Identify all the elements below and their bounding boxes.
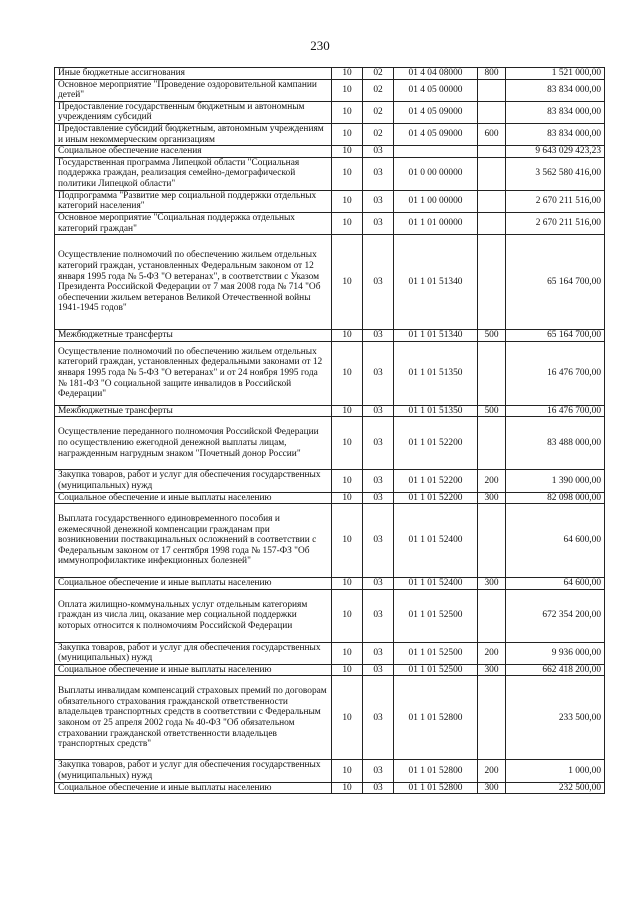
row-type-cell [478, 101, 506, 123]
row-subsection-cell: 03 [363, 470, 394, 492]
row-type-cell [478, 589, 506, 642]
row-name-cell: Межбюджетные трансферты [55, 405, 332, 417]
table-row [55, 642, 605, 664]
table-row [55, 101, 605, 123]
table-row [55, 341, 605, 405]
row-section-cell: 10 [332, 146, 363, 158]
table-row [55, 417, 605, 470]
row-code-cell: 01 1 01 00000 [394, 212, 478, 234]
row-code-cell: 01 1 01 52200 [394, 470, 478, 492]
row-code-cell: 01 1 01 51350 [394, 405, 478, 417]
row-amount-cell: 64 600,00 [506, 504, 605, 578]
row-type-cell: 200 [478, 642, 506, 664]
row-subsection-cell: 03 [363, 417, 394, 470]
table-row [55, 664, 605, 676]
row-section-cell: 10 [332, 405, 363, 417]
table-row [55, 157, 605, 190]
table-row [55, 578, 605, 590]
row-amount-cell: 16 476 700,00 [506, 341, 605, 405]
row-amount-cell: 65 164 700,00 [506, 235, 605, 330]
row-code-cell: 01 1 01 51350 [394, 341, 478, 405]
row-subsection-cell: 03 [363, 330, 394, 342]
row-amount-cell: 233 500,00 [506, 676, 605, 760]
table-row [55, 492, 605, 504]
row-name-cell: Государственная программа Липецкой области "Социальная поддержка граждан, реализация семейно-демографической политики Липецкой области" [55, 157, 332, 190]
row-subsection-cell: 03 [363, 760, 394, 782]
row-type-cell [478, 235, 506, 330]
row-subsection-cell: 03 [363, 642, 394, 664]
row-code-cell: 01 1 01 52200 [394, 492, 478, 504]
row-code-cell: 01 1 01 52800 [394, 782, 478, 794]
table-row [55, 123, 605, 145]
row-section-cell: 10 [332, 578, 363, 590]
row-name-cell: Закупка товаров, работ и услуг для обеспечения государственных (муниципальных) нужд [55, 760, 332, 782]
table-row [55, 330, 605, 342]
row-amount-cell: 83 834 000,00 [506, 79, 605, 101]
row-section-cell: 10 [332, 492, 363, 504]
row-section-cell: 10 [332, 190, 363, 212]
row-section-cell: 10 [332, 212, 363, 234]
row-subsection-cell: 03 [363, 146, 394, 158]
row-subsection-cell: 02 [363, 101, 394, 123]
row-subsection-cell: 03 [363, 664, 394, 676]
row-code-cell: 01 1 01 52500 [394, 664, 478, 676]
row-type-cell [478, 157, 506, 190]
table-row [55, 504, 605, 578]
row-section-cell: 10 [332, 101, 363, 123]
row-name-cell: Социальное обеспечение и иные выплаты населению [55, 492, 332, 504]
row-type-cell [478, 146, 506, 158]
row-type-cell: 300 [478, 664, 506, 676]
row-subsection-cell: 03 [363, 578, 394, 590]
table-row [55, 405, 605, 417]
row-section-cell: 10 [332, 782, 363, 794]
row-name-cell: Иные бюджетные ассигнования [55, 68, 332, 80]
row-code-cell: 01 4 05 09000 [394, 123, 478, 145]
row-section-cell: 10 [332, 417, 363, 470]
row-subsection-cell: 03 [363, 212, 394, 234]
row-subsection-cell: 03 [363, 341, 394, 405]
row-name-cell: Предоставление государственным бюджетным и автономным учреждениям субсидий [55, 101, 332, 123]
table-row [55, 212, 605, 234]
row-name-cell: Межбюджетные трансферты [55, 330, 332, 342]
row-code-cell: 01 1 01 51340 [394, 235, 478, 330]
row-section-cell: 10 [332, 68, 363, 80]
row-type-cell: 300 [478, 578, 506, 590]
row-name-cell: Выплаты инвалидам компенсаций страховых премий по договорам обязательного страхования гражданской ответственности владельцев транспортных средств в соответствии с Федеральным законом от 25 апреля 2002 года № 40-ФЗ "Об обязательном страховании гражданской ответственности владельцев транспортных средств" [55, 676, 332, 760]
row-section-cell: 10 [332, 504, 363, 578]
row-name-cell: Закупка товаров, работ и услуг для обеспечения государственных (муниципальных) нужд [55, 470, 332, 492]
row-name-cell: Социальное обеспечение населения [55, 146, 332, 158]
row-section-cell: 10 [332, 330, 363, 342]
row-name-cell: Оплата жилищно-коммунальных услуг отдельным категориям граждан из числа лиц, оказание мер социальной поддержки которых относится к полномочиям Российской Федерации [55, 589, 332, 642]
row-type-cell [478, 417, 506, 470]
row-type-cell: 800 [478, 68, 506, 80]
budget-table-body [55, 68, 605, 794]
row-type-cell [478, 212, 506, 234]
row-code-cell [394, 146, 478, 158]
row-type-cell: 600 [478, 123, 506, 145]
row-name-cell: Закупка товаров, работ и услуг для обеспечения государственных (муниципальных) нужд [55, 642, 332, 664]
table-row [55, 68, 605, 80]
row-subsection-cell: 03 [363, 405, 394, 417]
row-name-cell: Основное мероприятие "Проведение оздоровительной кампании детей" [55, 79, 332, 101]
row-code-cell: 01 1 01 52800 [394, 760, 478, 782]
row-subsection-cell: 02 [363, 123, 394, 145]
row-code-cell: 01 1 01 52400 [394, 504, 478, 578]
table-row [55, 79, 605, 101]
row-code-cell: 01 0 00 00000 [394, 157, 478, 190]
row-name-cell: Осуществление полномочий по обеспечению жильем отдельных категорий граждан, установленных Федеральным законом от 12 января 1995 года № 5-ФЗ "О ветеранах", в соответствии с Указом Президента Российской Федерации от 7 мая 2008 года № 714 "Об обеспечении жильем ветеранов Великой Отечественной войны 1941-1945 годов" [55, 235, 332, 330]
row-type-cell [478, 190, 506, 212]
row-section-cell: 10 [332, 676, 363, 760]
row-section-cell: 10 [332, 79, 363, 101]
table-row [55, 190, 605, 212]
row-code-cell: 01 1 00 00000 [394, 190, 478, 212]
row-code-cell: 01 4 04 08000 [394, 68, 478, 80]
row-amount-cell: 662 418 200,00 [506, 664, 605, 676]
row-name-cell: Основное мероприятие "Социальная поддержка отдельных категорий граждан" [55, 212, 332, 234]
row-subsection-cell: 03 [363, 492, 394, 504]
row-section-cell: 10 [332, 664, 363, 676]
row-code-cell: 01 1 01 52800 [394, 676, 478, 760]
table-row [55, 470, 605, 492]
row-amount-cell: 83 488 000,00 [506, 417, 605, 470]
row-type-cell: 500 [478, 330, 506, 342]
row-section-cell: 10 [332, 642, 363, 664]
row-subsection-cell: 02 [363, 68, 394, 80]
row-amount-cell: 3 562 580 416,00 [506, 157, 605, 190]
row-type-cell [478, 79, 506, 101]
row-name-cell: Социальное обеспечение и иные выплаты населению [55, 578, 332, 590]
row-section-cell: 10 [332, 123, 363, 145]
row-subsection-cell: 02 [363, 79, 394, 101]
row-type-cell [478, 504, 506, 578]
row-name-cell: Предоставление субсидий бюджетным, автономным учреждениям и иным некоммерческим организациям [55, 123, 332, 145]
row-code-cell: 01 1 01 52200 [394, 417, 478, 470]
row-code-cell: 01 1 01 51340 [394, 330, 478, 342]
row-code-cell: 01 4 05 00000 [394, 79, 478, 101]
page-number: 230 [310, 38, 330, 53]
row-type-cell [478, 676, 506, 760]
row-name-cell: Социальное обеспечение и иные выплаты населению [55, 782, 332, 794]
row-type-cell: 300 [478, 782, 506, 794]
row-type-cell: 200 [478, 470, 506, 492]
row-section-cell: 10 [332, 470, 363, 492]
row-section-cell: 10 [332, 589, 363, 642]
row-subsection-cell: 03 [363, 157, 394, 190]
table-row [55, 146, 605, 158]
row-subsection-cell: 03 [363, 676, 394, 760]
budget-table [54, 67, 605, 794]
row-code-cell: 01 4 05 09000 [394, 101, 478, 123]
row-amount-cell: 9 643 029 423,23 [506, 146, 605, 158]
row-name-cell: Осуществление переданного полномочия Российской Федерации по осуществлению ежегодной денежной выплаты лицам, награжденным нагрудным знаком "Почетный донор России" [55, 417, 332, 470]
row-amount-cell: 64 600,00 [506, 578, 605, 590]
row-name-cell: Социальное обеспечение и иные выплаты населению [55, 664, 332, 676]
table-row [55, 676, 605, 760]
row-type-cell: 300 [478, 492, 506, 504]
row-section-cell: 10 [332, 341, 363, 405]
row-amount-cell: 1 390 000,00 [506, 470, 605, 492]
row-code-cell: 01 1 01 52500 [394, 642, 478, 664]
row-amount-cell: 2 670 211 516,00 [506, 190, 605, 212]
row-code-cell: 01 1 01 52400 [394, 578, 478, 590]
row-type-cell: 500 [478, 405, 506, 417]
row-amount-cell: 83 834 000,00 [506, 123, 605, 145]
row-amount-cell: 9 936 000,00 [506, 642, 605, 664]
row-code-cell: 01 1 01 52500 [394, 589, 478, 642]
row-amount-cell: 83 834 000,00 [506, 101, 605, 123]
row-section-cell: 10 [332, 157, 363, 190]
row-subsection-cell: 03 [363, 504, 394, 578]
row-subsection-cell: 03 [363, 190, 394, 212]
row-section-cell: 10 [332, 235, 363, 330]
row-amount-cell: 16 476 700,00 [506, 405, 605, 417]
row-amount-cell: 672 354 200,00 [506, 589, 605, 642]
row-subsection-cell: 03 [363, 235, 394, 330]
row-name-cell: Осуществление полномочий по обеспечению жильем отдельных категорий граждан, установленных федеральными законами от 12 января 1995 года № 5-ФЗ "О ветеранах" и от 24 ноября 1995 года № 181-ФЗ "О социальной защите инвалидов в Российской Федерации" [55, 341, 332, 405]
row-section-cell: 10 [332, 760, 363, 782]
row-subsection-cell: 03 [363, 589, 394, 642]
table-row [55, 760, 605, 782]
table-row [55, 235, 605, 330]
row-amount-cell: 232 500,00 [506, 782, 605, 794]
table-row [55, 782, 605, 794]
row-name-cell: Выплата государственного единовременного пособия и ежемесячной денежной компенсации гражданам при возникновении поствакцинальных осложнений в соответствии с Федеральным законом от 17 сентября 1998 года № 157-ФЗ "Об иммунопрофилактике инфекционных болезней" [55, 504, 332, 578]
row-name-cell: Подпрограмма "Развитие мер социальной поддержки отдельных категорий населения" [55, 190, 332, 212]
row-amount-cell: 1 521 000,00 [506, 68, 605, 80]
row-amount-cell: 1 000,00 [506, 760, 605, 782]
row-amount-cell: 65 164 700,00 [506, 330, 605, 342]
row-amount-cell: 2 670 211 516,00 [506, 212, 605, 234]
row-type-cell: 200 [478, 760, 506, 782]
row-type-cell [478, 341, 506, 405]
table-row [55, 589, 605, 642]
row-subsection-cell: 03 [363, 782, 394, 794]
row-amount-cell: 82 098 000,00 [506, 492, 605, 504]
